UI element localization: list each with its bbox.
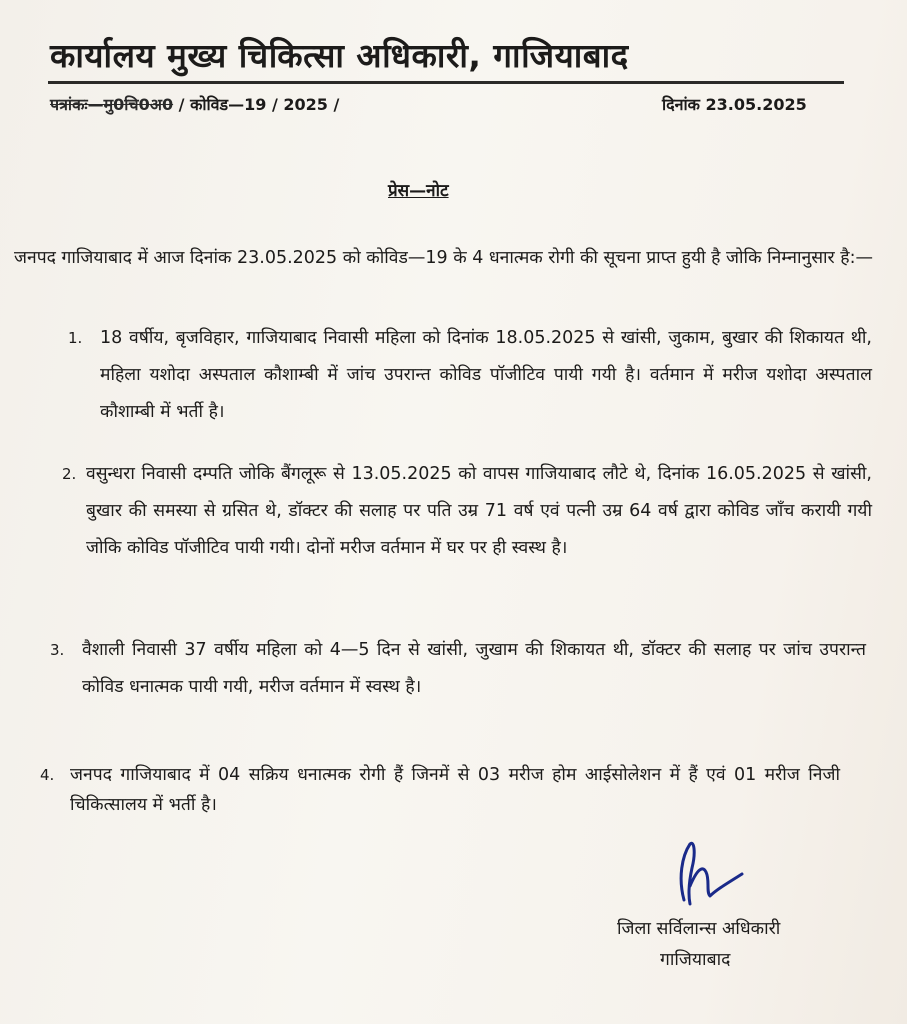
list-item xyxy=(56,456,876,616)
signature-mark xyxy=(668,838,752,912)
list-item-number: 3. xyxy=(50,641,65,659)
list-item-number: 2. xyxy=(62,465,77,483)
header-underline xyxy=(48,81,844,84)
signatory-place: गाजियाबाद xyxy=(660,950,731,970)
reference-number xyxy=(50,93,339,115)
press-note-title: प्रेस—नोट xyxy=(388,181,449,201)
reference-prefix: पत्रांकः—मु0चि0अ0 xyxy=(50,95,174,114)
list-item-text: 18 वर्षीय, बृजविहार, गाजियाबाद निवासी महिला को दिनांक 18.05.2025 से खांसी, जुकाम, बुखार की शिकायत थी, महिला यशोदा अस्पताल कौशाम्बी में जांच उपरान्त कोविड पॉजीटिव पायी गयी है। वर्तमान में मरीज यशोदा अस्पताल कौशाम्बी में भर्ती है। xyxy=(100,328,872,422)
list-item-text: जनपद गाजियाबाद में 04 सक्रिय धनात्मक रोगी हैं जिनमें से 03 मरीज होम आईसोलेशन में हैं एवं 01 मरीज निजी चिकित्सालय में भर्ती है। xyxy=(70,765,840,815)
signatory-designation: जिला सर्विलान्स अधिकारी xyxy=(617,919,781,939)
reference-suffix: / कोविड—19 / 2025 / xyxy=(178,95,340,114)
list-item xyxy=(50,632,876,752)
list-item xyxy=(60,320,876,440)
office-title: कार्यालय मुख्य चिकित्सा अधिकारी, गाजियाबाद xyxy=(50,36,629,75)
list-item-text: वैशाली निवासी 37 वर्षीय महिला को 4—5 दिन से खांसी, जुखाम की शिकायत थी, डॉक्टर की सलाह पर जांच उपरान्त कोविड धनात्मक पायी गयी, मरीज वर्तमान में स्वस्थ है। xyxy=(82,640,866,697)
list-item-number: 4. xyxy=(40,766,55,784)
document-date: दिनांक 23.05.2025 xyxy=(662,95,807,114)
intro-paragraph: जनपद गाजियाबाद में आज दिनांक 23.05.2025 को कोविड—19 के 4 धनात्मक रोगी की सूचना प्राप्त हुयी है जोकि निम्नानुसार है:— xyxy=(14,248,873,268)
list-item xyxy=(40,760,870,840)
list-item-number: 1. xyxy=(68,329,83,347)
list-item-text: वसुन्धरा निवासी दम्पति जोकि बैंगलूरू से 13.05.2025 को वापस गाजियाबाद लौटे थे, दिनांक 16.05.2025 से खांसी, बुखार की समस्या से ग्रसित थे, डॉक्टर की सलाह पर पति उम्र 71 वर्ष एवं पत्नी उम्र 64 वर्ष द्वारा कोविड जाँच करायी गयी जोकि कोविड पॉजीटिव पायी गयी। दोनों मरीज वर्तमान में घर पर ही स्वस्थ है। xyxy=(86,464,872,558)
